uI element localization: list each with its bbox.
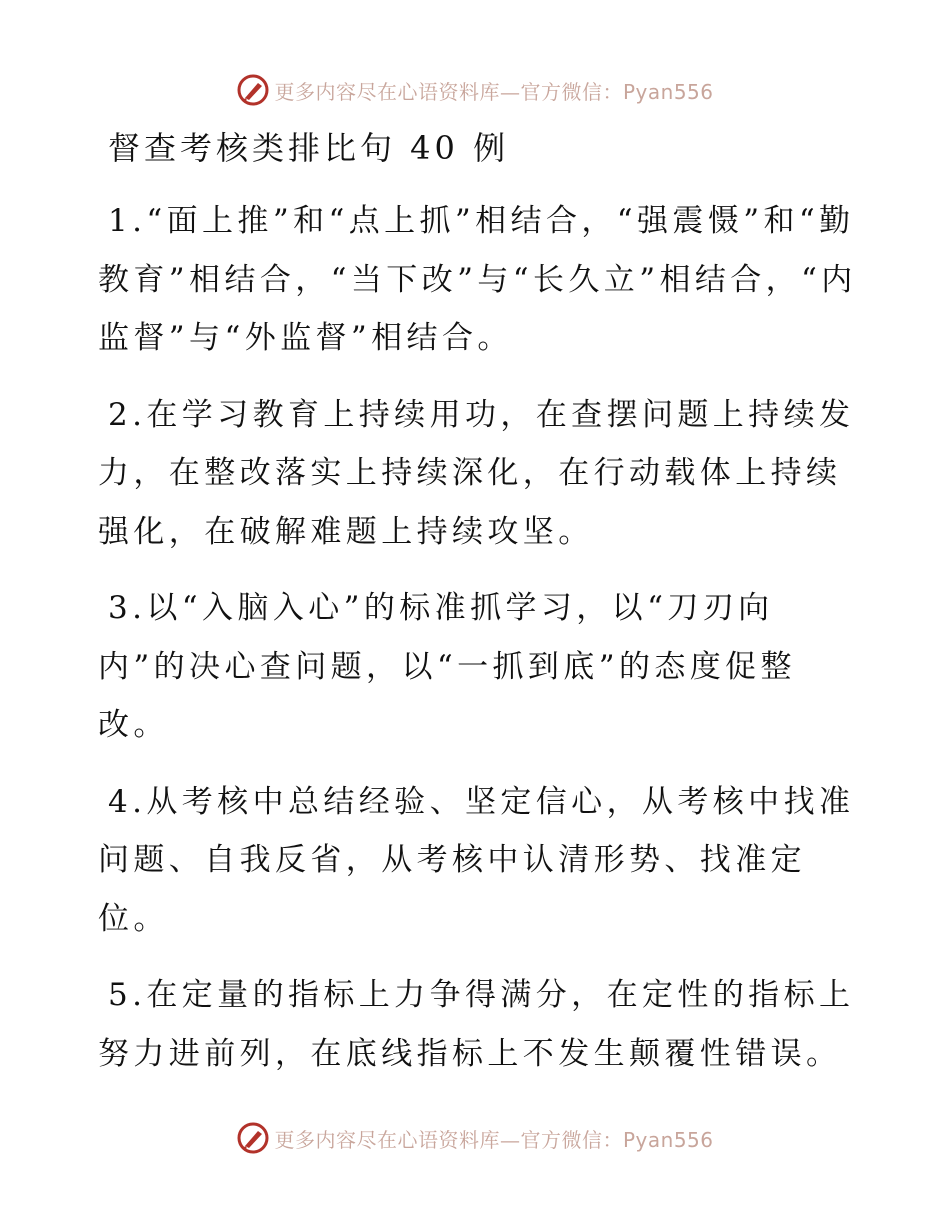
- paragraph-4: 4.从考核中总结经验、坚定信心，从考核中找准问题、自我反省，从考核中认清形势、找准定位。: [98, 783, 855, 937]
- header-banner: [0, 70, 950, 110]
- pen-logo-icon: [236, 1121, 270, 1155]
- footer-wechat-handle: Pyan556: [622, 1127, 714, 1152]
- pen-logo-icon: [236, 73, 270, 107]
- footer-banner: [0, 1118, 950, 1158]
- footer-banner-text: 更多内容尽在心语资料库—官方微信：Pyan556: [274, 1127, 714, 1152]
- paragraph-3: 3.以“入脑入心”的标准抓学习，以“刀刃向内”的决心查问题，以“一抓到底”的态度促整改。: [98, 590, 796, 743]
- header-banner-text: 更多内容尽在心语资料库—官方微信：Pyan556: [274, 79, 714, 104]
- paragraph-1: 1.“面上推”和“点上抓”相结合，“强震慑”和“勤教育”相结合，“当下改”与“长久立”相结合，“内监督”与“外监督”相结合。: [98, 203, 857, 356]
- paragraph-2: 2.在学习教育上持续用功，在查摆问题上持续发力，在整改落实上持续深化，在行动载体上持续强化，在破解难题上持续攻坚。: [98, 396, 855, 550]
- paragraph-5: 5.在定量的指标上力争得满分，在定性的指标上努力进前列，在底线指标上不发生颠覆性错误。: [98, 977, 855, 1072]
- document-body: [98, 192, 858, 1101]
- header-wechat-handle: Pyan556: [622, 79, 714, 104]
- document-title: 督查考核类排比句 40 例: [108, 129, 510, 167]
